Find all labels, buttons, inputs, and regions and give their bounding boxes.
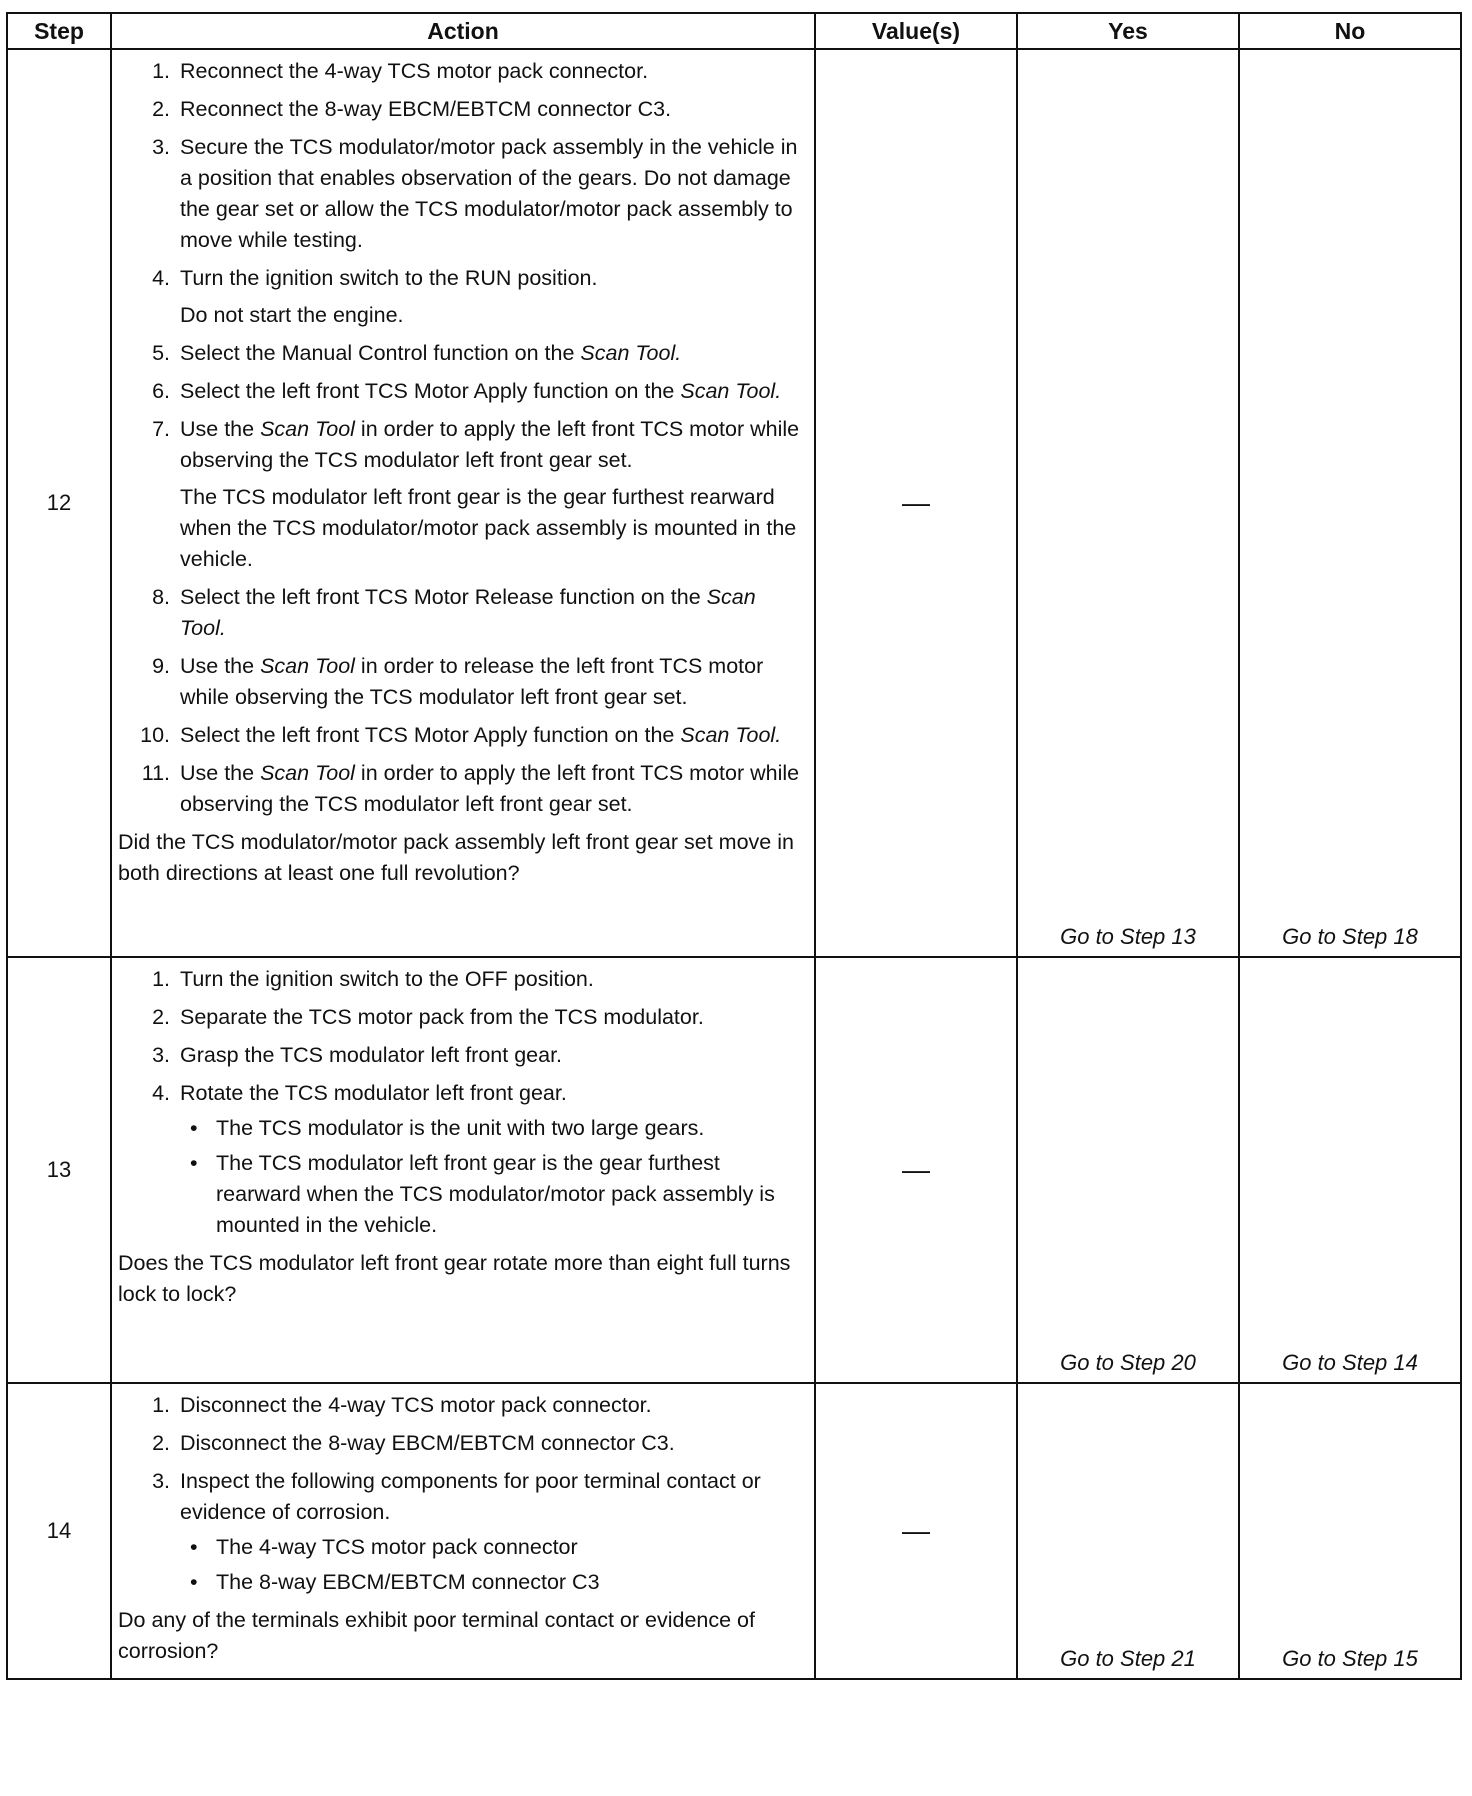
header-row xyxy=(7,13,1461,49)
list-item: 2. Reconnect the 8-way EBCM/EBTCM connector C3. xyxy=(152,97,672,121)
action-list xyxy=(118,964,806,1241)
no-link[interactable]: Go to Step 15 xyxy=(1239,1383,1461,1679)
table-row-step-12 xyxy=(7,49,1461,957)
list-item: 6. Select the left front TCS Motor Apply function on the Scan Tool. xyxy=(152,379,782,403)
list-item: 11. Use the Scan Tool in order to apply the left front TCS motor while observing the TCS modulator left front gear set. xyxy=(141,761,800,816)
question-text: Does the TCS modulator left front gear rotate more than eight full turns lock to lock? xyxy=(118,1251,791,1306)
bullet-item: • The 4-way TCS motor pack connector xyxy=(190,1535,578,1559)
list-item: 2. Disconnect the 8-way EBCM/EBTCM connector C3. xyxy=(152,1431,675,1455)
header-step: Step xyxy=(7,13,111,49)
bullet-list xyxy=(180,1113,806,1241)
bullet-item: • The 8-way EBCM/EBTCM connector C3 xyxy=(190,1570,600,1594)
yes-link[interactable]: Go to Step 13 xyxy=(1017,49,1239,957)
bullet-list xyxy=(180,1532,806,1598)
list-item: 5. Select the Manual Control function on the Scan Tool. xyxy=(152,341,682,365)
list-item: 4. Turn the ignition switch to the RUN position. Do not start the engine. xyxy=(118,263,806,331)
diagnostic-table xyxy=(6,12,1462,1680)
question-text: Do any of the terminals exhibit poor terminal contact or evidence of corrosion? xyxy=(118,1608,755,1663)
question-text: Did the TCS modulator/motor pack assembly left front gear set move in both directions at least one full revolution? xyxy=(118,830,794,885)
header-yes: Yes xyxy=(1017,13,1239,49)
value-cell: — xyxy=(815,1383,1017,1679)
value-cell: — xyxy=(815,49,1017,957)
list-item: 3. Secure the TCS modulator/motor pack assembly in the vehicle in a position that enables observation of the gears. Do not damage the gear set or allow the TCS modulator/motor pack assembly to move while testing. xyxy=(152,135,798,252)
list-item: 7. Use the Scan Tool in order to apply the left front TCS motor while observing the TCS modulator left front gear set. The TCS modulator left front gear is the gear furthest rearward when the TCS modulator/motor pack assembly is mounted in the vehicle. xyxy=(118,414,806,575)
list-item: 2. Separate the TCS motor pack from the TCS modulator. xyxy=(152,1005,704,1029)
list-item: 3. Grasp the TCS modulator left front gear. xyxy=(152,1043,563,1067)
diagnostic-table-page xyxy=(6,12,1460,1680)
table-row-step-13 xyxy=(7,957,1461,1383)
item-note: The TCS modulator left front gear is the gear furthest rearward when the TCS modulator/motor pack assembly is mounted in the vehicle. xyxy=(180,485,797,571)
step-number: 12 xyxy=(7,49,111,957)
header-values: Value(s) xyxy=(815,13,1017,49)
yes-link[interactable]: Go to Step 21 xyxy=(1017,1383,1239,1679)
header-no: No xyxy=(1239,13,1461,49)
action-cell xyxy=(111,1383,815,1679)
list-item: 1. Turn the ignition switch to the OFF position. xyxy=(152,967,594,991)
table-row-step-14 xyxy=(7,1383,1461,1679)
list-item: 1. Disconnect the 4-way TCS motor pack connector. xyxy=(152,1393,652,1417)
yes-link[interactable]: Go to Step 20 xyxy=(1017,957,1239,1383)
action-cell xyxy=(111,957,815,1383)
list-item: 1. Reconnect the 4-way TCS motor pack connector. xyxy=(152,59,649,83)
list-item: 9. Use the Scan Tool in order to release the left front TCS motor while observing the TCS modulator left front gear set. xyxy=(152,654,764,709)
no-link[interactable]: Go to Step 18 xyxy=(1239,49,1461,957)
bullet-item: • The TCS modulator left front gear is the gear furthest rearward when the TCS modulator/motor pack assembly is mounted in the vehicle. xyxy=(190,1151,775,1237)
action-list xyxy=(118,1390,806,1598)
action-list xyxy=(118,56,806,820)
bullet-item: • The TCS modulator is the unit with two large gears. xyxy=(190,1116,705,1140)
list-item: 8. Select the left front TCS Motor Release function on the Scan Tool. xyxy=(152,585,756,640)
no-link[interactable]: Go to Step 14 xyxy=(1239,957,1461,1383)
header-action: Action xyxy=(111,13,815,49)
list-item: 4. Rotate the TCS modulator left front gear. • The TCS modulator is the unit with two large gears. • The TCS modulator left front gear is the gear furthest rearward when the TCS modulator/motor pack assembly is mounted in the vehicle. xyxy=(118,1078,806,1241)
step-number: 13 xyxy=(7,957,111,1383)
list-item: 10. Select the left front TCS Motor Apply function on the Scan Tool. xyxy=(140,723,782,747)
value-cell: — xyxy=(815,957,1017,1383)
action-cell xyxy=(111,49,815,957)
list-item: 3. Inspect the following components for poor terminal contact or evidence of corrosion. • The 4-way TCS motor pack connector • The 8-way EBCM/EBTCM connector C3 xyxy=(118,1466,806,1598)
step-number: 14 xyxy=(7,1383,111,1679)
item-note: Do not start the engine. xyxy=(180,303,404,327)
